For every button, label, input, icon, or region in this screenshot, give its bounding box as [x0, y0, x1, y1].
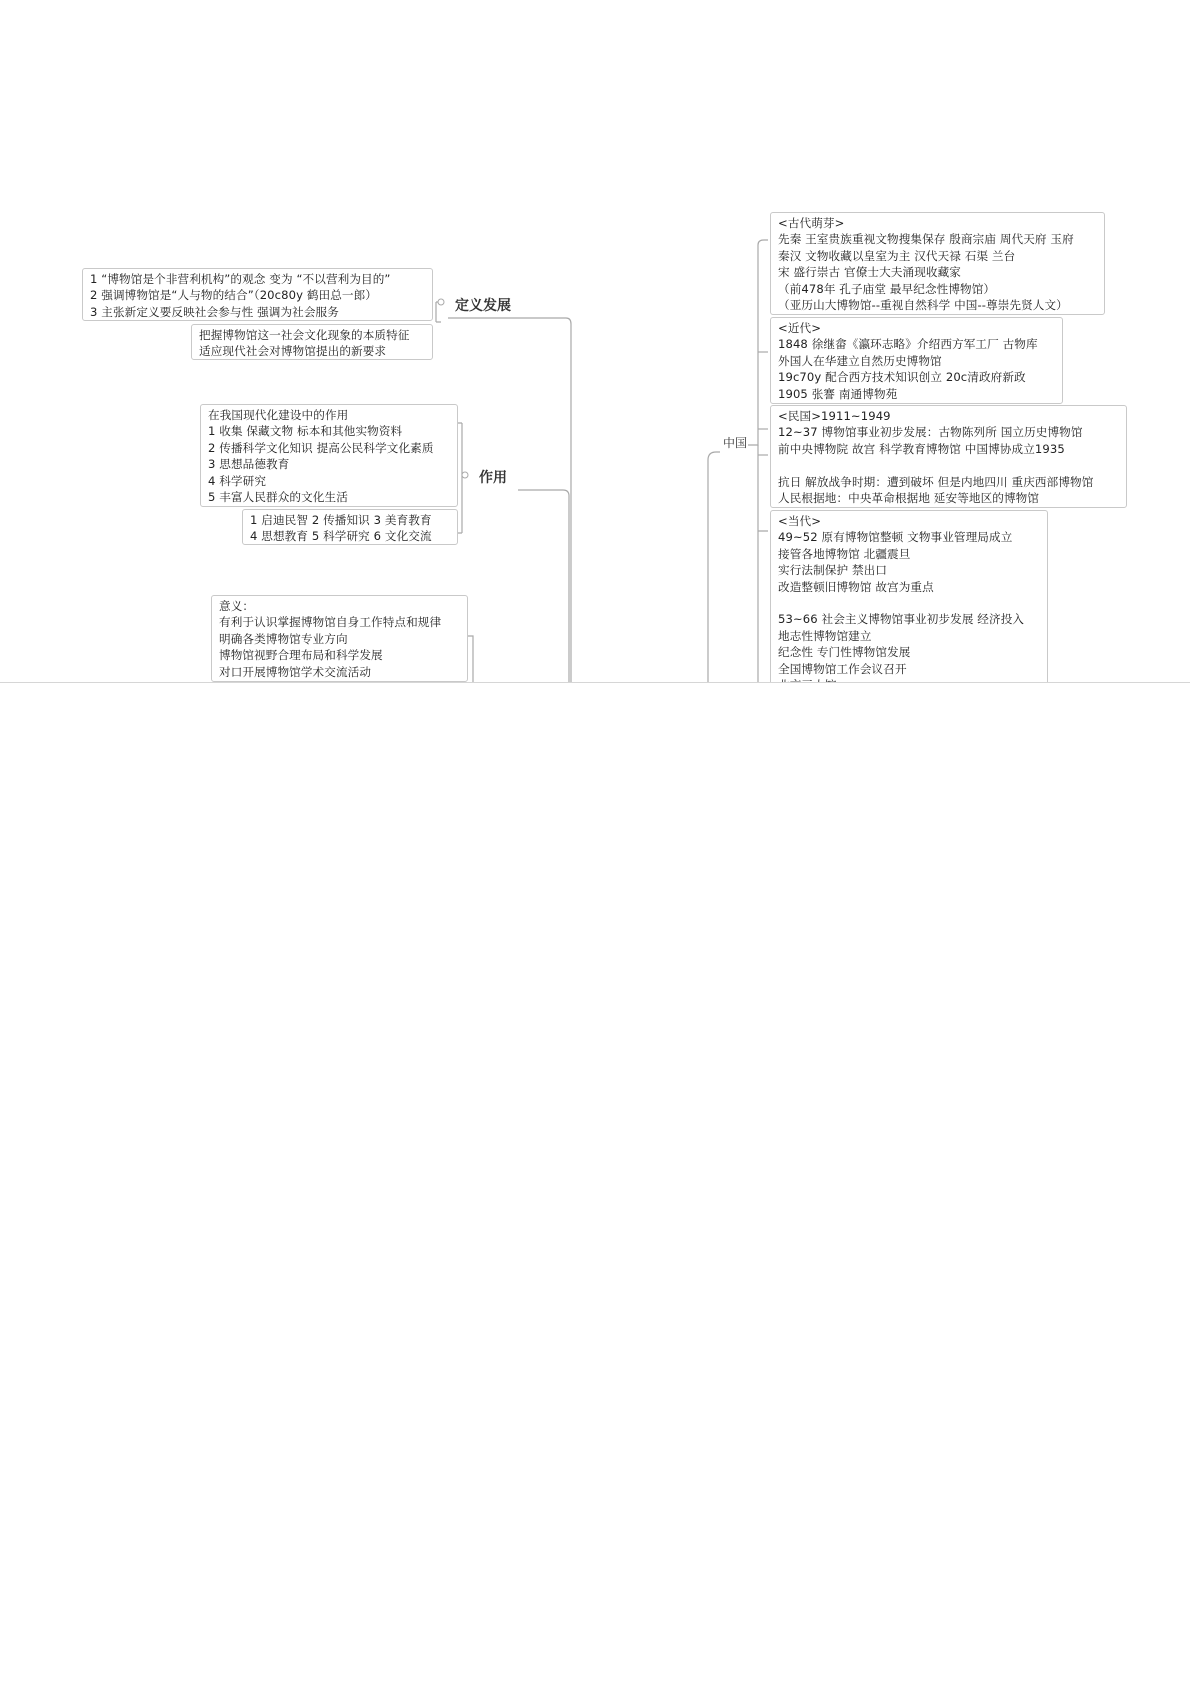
function-modern-1: 1 收集 保藏文物 标本和其他实物资料: [208, 424, 403, 439]
function-modern-box[interactable]: [200, 404, 458, 507]
modern-3: 19c70y 配合西方技术知识创立 20c清政府新政: [778, 370, 1026, 385]
meaning-3: 博物馆视野合理布局和科学发展: [219, 648, 383, 663]
contemporary-6: 地志性博物馆建立: [778, 628, 872, 643]
contemporary-3: 实行法制保护 禁出口: [778, 563, 888, 578]
function-collapse-dot: [462, 472, 468, 478]
function-modern-5: 5 丰富人民群众的文化生活: [208, 489, 348, 504]
modern-title: <近代>: [778, 321, 822, 335]
definition-point-3: 3 主张新定义要反映社会参与性 强调为社会服务: [90, 304, 339, 319]
contemporary-blank: [778, 595, 1040, 611]
ancient-3: 宋 盛行崇古 官僚士大夫涌现收藏家: [778, 265, 961, 280]
republic-1: 12~37 博物馆事业初步发展：古物陈列所 国立历史博物馆: [778, 425, 1083, 440]
contemporary-period-box[interactable]: [770, 510, 1048, 690]
contemporary-1: 49~52 原有博物馆整顿 文物事业管理局成立: [778, 530, 1013, 545]
topic-china[interactable]: 中国: [723, 436, 748, 450]
blank-page-area: [0, 683, 1190, 1683]
topic-function[interactable]: 作用: [479, 470, 507, 486]
modern-period-box[interactable]: [770, 317, 1063, 404]
ancient-4: （前478年 孔子庙堂 最早纪念性博物馆）: [778, 281, 996, 296]
republic-title: <民国>1911~1949: [778, 409, 891, 423]
republic-3: 抗日 解放战争时期：遭到破坏 但是内地四川 重庆西部博物馆: [778, 474, 1094, 489]
function-modern-title: 在我国现代化建设中的作用: [208, 408, 349, 422]
ancient-2: 秦汉 文物收藏以皇室为主 汉代天禄 石渠 兰台: [778, 248, 1016, 263]
function-short-2: 4 思想教育 5 科学研究 6 文化交流: [250, 529, 432, 544]
function-short-1: 1 启迪民智 2 传播知识 3 美育教育: [250, 513, 432, 527]
topic-definition-development[interactable]: 定义发展: [455, 298, 511, 314]
meaning-title: 意义：: [219, 599, 255, 613]
meaning-box[interactable]: [211, 595, 468, 682]
function-modern-4: 4 科学研究: [208, 473, 267, 488]
page-cut-line: [0, 682, 1190, 683]
republic-4: 人民根据地：中央革命根据地 延安等地区的博物馆: [778, 490, 1040, 505]
modern-1: 1848 徐继畲《瀛环志略》介绍西方军工厂 古物库: [778, 337, 1038, 352]
meaning-1: 有利于认识掌握博物馆自身工作特点和规律: [219, 615, 442, 630]
function-modern-2: 2 传播科学文化知识 提高公民科学文化素质: [208, 440, 434, 455]
contemporary-5: 53~66 社会主义博物馆事业初步发展 经济投入: [778, 612, 1025, 627]
contemporary-8: 全国博物馆工作会议召开: [778, 661, 907, 676]
modern-2: 外国人在华建立自然历史博物馆: [778, 353, 942, 368]
contemporary-4: 改造整顿旧博物馆 故宫为重点: [778, 579, 934, 594]
ancient-1: 先秦 王室贵族重视文物搜集保存 殷商宗庙 周代天府 玉府: [778, 232, 1074, 247]
meaning-2: 明确各类博物馆专业方向: [219, 631, 348, 646]
definition-essence-2: 适应现代社会对博物馆提出的新要求: [199, 344, 387, 359]
definition-essence-1: 把握博物馆这一社会文化现象的本质特征: [199, 328, 410, 342]
definition-point-1: 1 “博物馆是个非营利机构”的观念 变为 “不以营利为目的”: [90, 272, 391, 286]
meaning-4: 对口开展博物馆学术交流活动: [219, 664, 372, 679]
definition-collapse-dot: [438, 299, 444, 305]
definition-point-2: 2 强调博物馆是“人与物的结合”（20c80y 鹤田总一郎）: [90, 288, 377, 303]
contemporary-title: <当代>: [778, 514, 822, 528]
definition-essence-box[interactable]: [191, 324, 433, 360]
contemporary-2: 接管各地博物馆 北疆震旦: [778, 546, 911, 561]
republic-2: 前中央博物院 故宫 科学教育博物馆 中国博协成立1935: [778, 441, 1065, 456]
function-modern-3: 3 思想品德教育: [208, 457, 290, 472]
ancient-5: （亚历山大博物馆--重视自然科学 中国--尊崇先贤人文）: [778, 297, 1068, 312]
ancient-title: <古代萌芽>: [778, 216, 845, 230]
modern-4: 1905 张謇 南通博物苑: [778, 386, 898, 401]
definition-points-box[interactable]: [82, 268, 433, 321]
ancient-period-box[interactable]: [770, 212, 1105, 315]
republic-blank: [778, 457, 1119, 473]
contemporary-7: 纪念性 专门性博物馆发展: [778, 645, 911, 660]
republic-period-box[interactable]: [770, 405, 1127, 508]
function-short-box[interactable]: [242, 509, 458, 545]
